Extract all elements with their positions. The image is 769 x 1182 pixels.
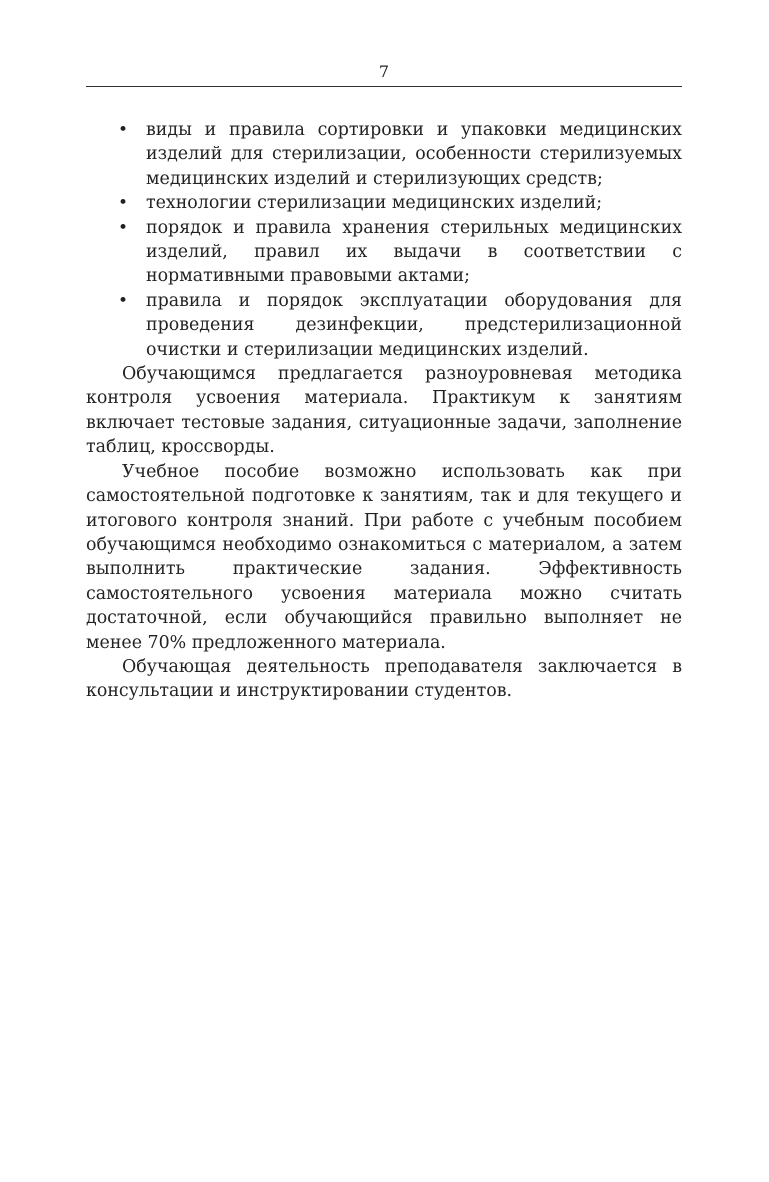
bullet-item <box>86 191 682 215</box>
paragraph-assessment-methods: Обучающимся предлагается разноуровневая методика контроля усвоения материала. Практикум к занятиям включает тестовые задания, ситуационные задачи, заполнение таблиц, кроссворды. <box>86 364 682 458</box>
bullet-icon: • <box>118 290 129 311</box>
bullet-text: порядок и правила хранения стерильных медицинских изделий, правил их выдачи в соответствии с нормативными правовыми актами; <box>146 217 682 287</box>
page-header <box>86 62 682 87</box>
page-body <box>86 118 682 704</box>
bullet-text: технологии стерилизации медицинских изделий; <box>146 193 603 214</box>
bullet-text: правила и порядок эксплуатации оборудования для проведения дезинфекции, предстерилизационной очистки и стерилизации медицинских изделий. <box>146 290 682 360</box>
bullet-icon: • <box>118 120 129 140</box>
bullet-icon: • <box>118 217 129 238</box>
bullet-text: виды и правила сортировки и упаковки медицинских изделий для стерилизации, особенности стерилизуемых медицинских изделий и стерилизующих средств; <box>146 120 682 189</box>
bullet-item <box>86 118 682 191</box>
paragraph-usage: Учебное пособие возможно использовать как при самостоятельной подготовке к занятиям, так и для текущего и итогового контроля знаний. При работе с учебным пособием обучающимся необходимо ознакомиться с материалом, а затем выполнить практические задания. Эффективность самостоятельного усвоения материала можно считать достаточной, если обучающийся правильно выполняет не менее 70% предложенного материала. <box>86 461 682 653</box>
bullet-list <box>86 118 682 362</box>
bullet-icon: • <box>118 193 129 214</box>
bullet-item <box>86 289 682 362</box>
paragraph-teacher-role: Обучающая деятельность преподавателя заключается в консультации и инструктировании студентов. <box>86 656 682 702</box>
page-number: 7 <box>378 62 390 81</box>
bullet-item <box>86 216 682 289</box>
